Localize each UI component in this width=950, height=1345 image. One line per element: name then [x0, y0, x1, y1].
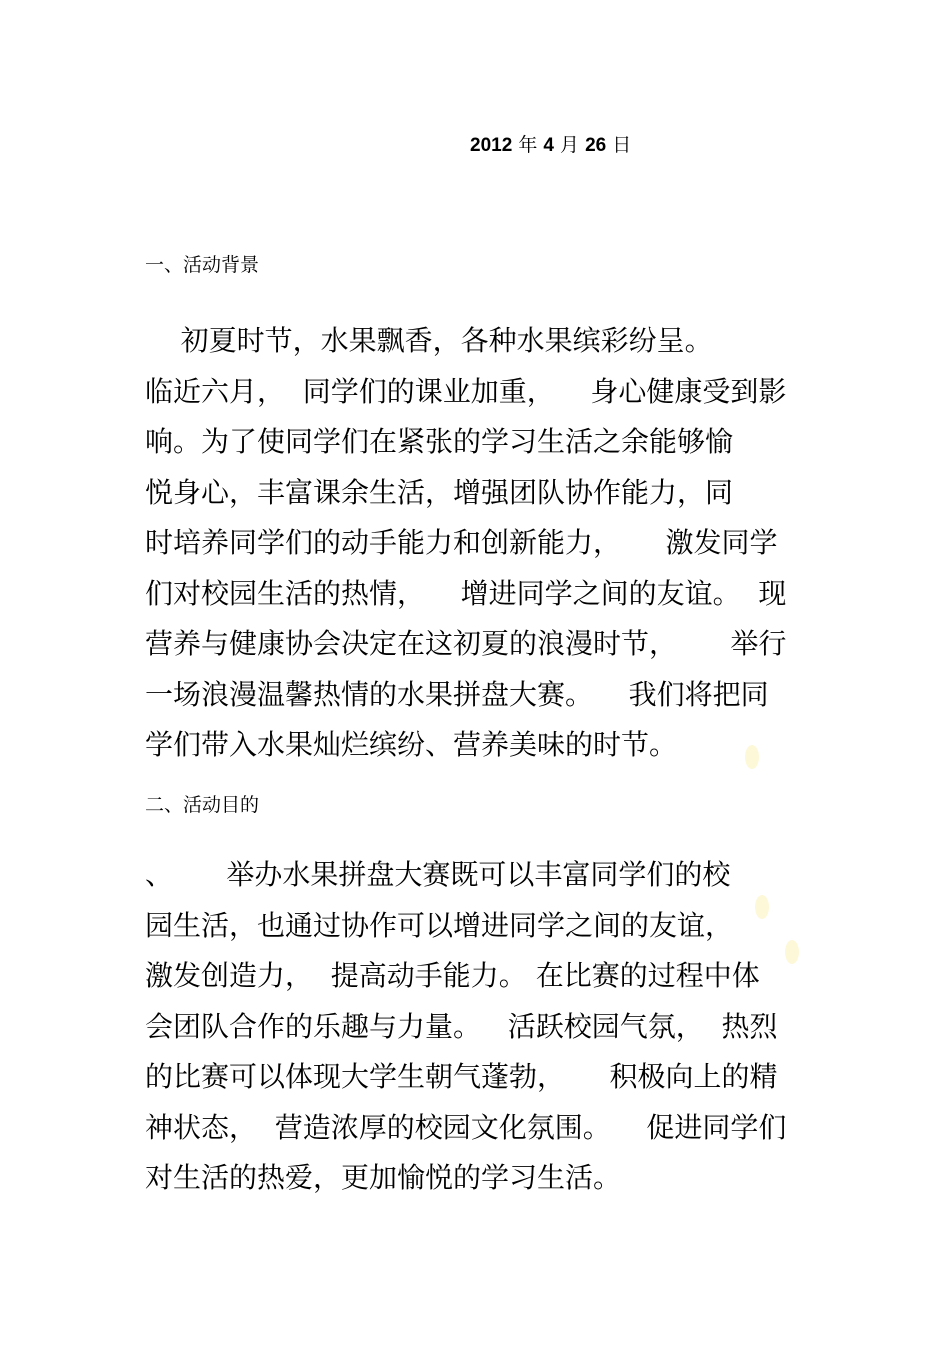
paragraph-line: 的比赛可以体现大学生朝气蓬勃， 积极向上的精 — [145, 1060, 778, 1093]
paragraph-line: 们对校园生活的热情， 增进同学之间的友谊。 现 — [145, 576, 787, 610]
paragraph-line: 会团队合作的乐趣与力量。 活跃校园气氛， 热烈 — [145, 1009, 778, 1043]
scan-speck — [785, 940, 799, 964]
date-line — [470, 130, 631, 157]
paragraph-line: 激发创造力， 提高动手能力。 在比赛的过程中体 — [145, 959, 760, 992]
paragraph-line: 悦身心，丰富课余生活，增强团队协作能力，同 — [145, 475, 734, 509]
paragraph-line: 响。为了使同学们在紧张的学习生活之余能够愉 — [145, 425, 734, 458]
date-day-unit: 日 — [612, 134, 632, 156]
paragraph-line: 学们带入水果灿烂缤纷、营养美味的时节。 — [145, 728, 678, 761]
paragraph-line: 临近六月， 同学们的课业加重， 身心健康受到影 — [145, 374, 787, 408]
background-paragraph — [145, 316, 810, 771]
paragraph-line: 对生活的热爱，更加愉悦的学习生活。 — [145, 1161, 622, 1194]
paragraph-line: 一场浪漫温馨热情的水果拼盘大赛。 我们将把同 — [145, 677, 769, 711]
paragraph-line: 营养与健康协会决定在这初夏的浪漫时节， 举行 — [145, 627, 787, 660]
paragraph-line: 园生活，也通过协作可以增进同学之间的友谊， — [145, 908, 734, 942]
paragraph-line: 、 举办水果拼盘大赛既可以丰富同学们的校 — [145, 858, 731, 891]
date-year: 2012 — [470, 135, 513, 156]
scan-speck — [755, 895, 769, 919]
purpose-paragraph — [145, 850, 810, 1204]
date-month-unit: 月 — [560, 134, 580, 156]
scan-speck — [745, 745, 759, 769]
date-day: 26 — [585, 135, 607, 156]
paragraph-line: 时培养同学们的动手能力和创新能力， 激发同学 — [145, 526, 778, 559]
date-month: 4 — [543, 135, 554, 156]
paragraph-line: 神状态， 营造浓厚的校园文化氛围。 促进同学们 — [145, 1110, 787, 1144]
section-heading-purpose: 二、活动目的 — [145, 794, 260, 816]
section-heading-background: 一、活动背景 — [145, 254, 260, 276]
date-year-unit: 年 — [518, 134, 538, 156]
paragraph-line: 初夏时节，水果飘香，各种水果缤彩纷呈。 — [145, 324, 713, 357]
